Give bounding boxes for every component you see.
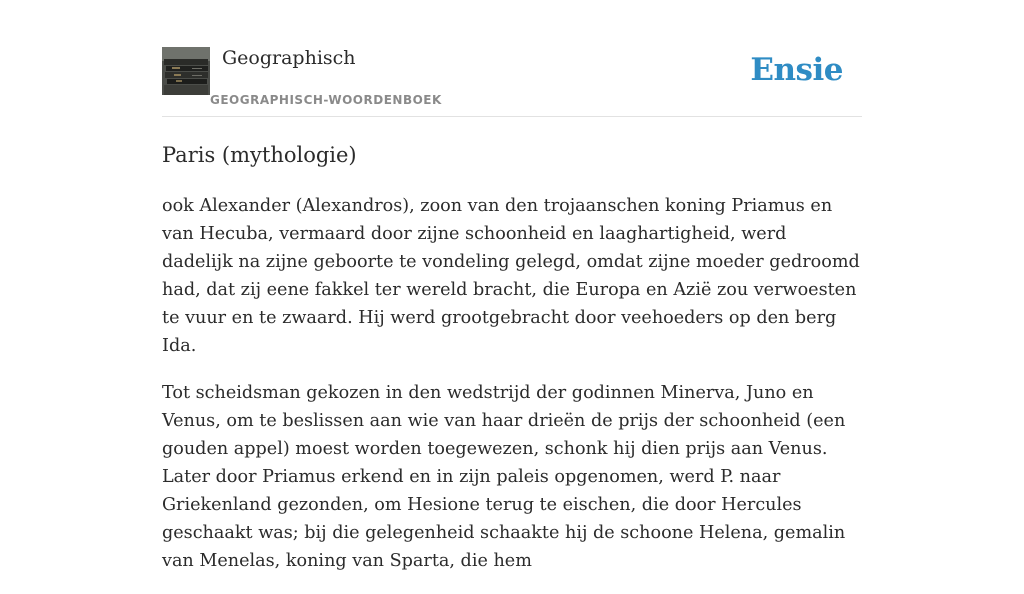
books-image-icon bbox=[162, 47, 210, 95]
source-name[interactable]: Geographisch bbox=[222, 47, 356, 69]
source-subtitle[interactable]: GEOGRAPHISCH-WOORDENBOEK bbox=[210, 93, 442, 107]
article-title: Paris (mythologie) bbox=[162, 143, 357, 167]
article-paragraph-1: ook Alexander (Alexandros), zoon van den trojaanschen koning Priamus en van Hecuba, vermaard door zijne schoonheid en laaghartigheid, werd dadelijk na zijne geboorte te vondeling gelegd, omdat zijne moeder gedroomd had, dat zij eene fakkel ter wereld bracht, die Europa en Azië zou verwoesten te vuur en te zwaard. Hij werd grootgebracht door veehoeders op den berg Ida. bbox=[162, 196, 860, 356]
ensie-logo[interactable]: Ensie bbox=[750, 52, 843, 88]
source-header bbox=[162, 46, 862, 117]
source-avatar[interactable] bbox=[162, 47, 210, 95]
article-body bbox=[162, 192, 862, 594]
article-paragraph-2: Tot scheidsman gekozen in den wedstrijd der godinnen Minerva, Juno en Venus, om te beslissen aan wie van haar drieën de prijs der schoonheid (een gouden appel) moest worden toegewezen, schonk hij dien prijs aan Venus. Later door Priamus erkend en in zijn paleis opgenomen, werd P. naar Griekenland gezonden, om Hesione terug te eischen, die door Hercules geschaakt was; bij die gelegenheid schaakte hij de schoone Helena, gemalin van Menelas, koning van Sparta, die hem bbox=[162, 383, 846, 571]
